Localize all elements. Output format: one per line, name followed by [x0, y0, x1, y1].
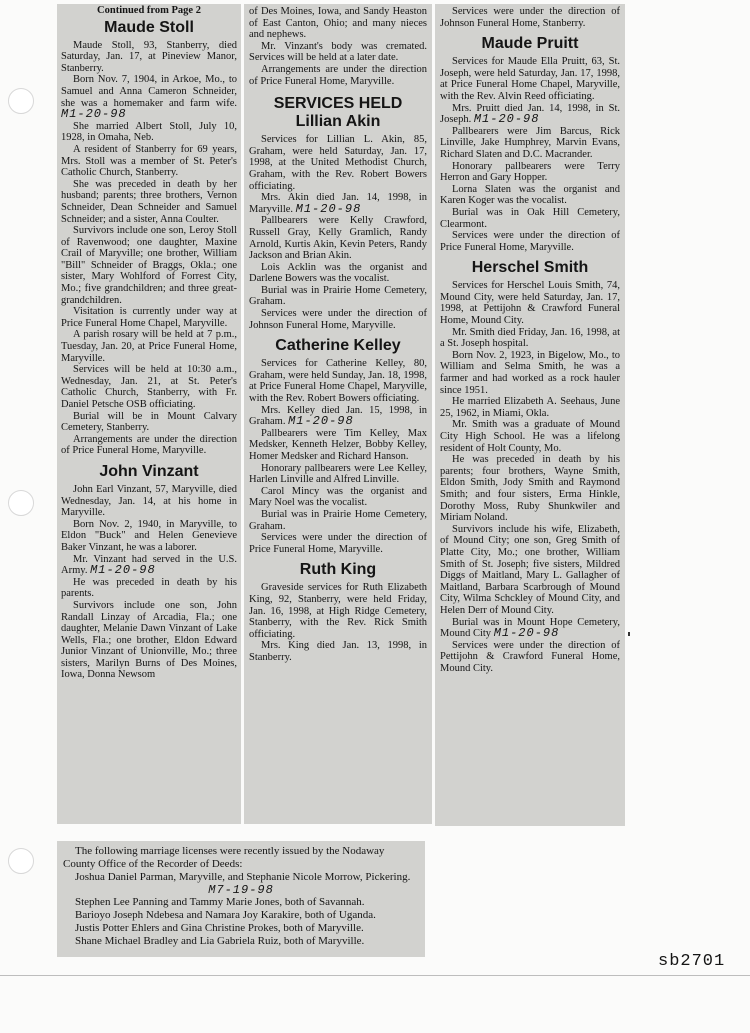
obituary-name: Catherine Kelley: [275, 337, 401, 355]
handwritten-date-note: M7-19-98: [208, 882, 274, 897]
marriage-entry: Shane Michael Bradley and Lia Gabriela Ruiz, both of Maryville.: [75, 935, 365, 948]
obituary-name: John Vinzant: [99, 462, 199, 480]
punch-hole: [8, 88, 34, 114]
marriage-intro: The following marriage licenses were recently issued by the Nodaway County Office of the Recorder of Deeds:: [63, 845, 385, 871]
marriage-entry: Barioyo Joseph Ndebesa and Namara Joy Karakire, both of Uganda.: [75, 909, 376, 922]
obituary-name: Lillian Akin: [295, 113, 381, 131]
obituary-name: Ruth King: [299, 561, 377, 579]
handwritten-date-note: M1-20-98: [295, 201, 362, 216]
section-heading: SERVICES HELD: [273, 95, 403, 113]
obituary-column-3: Services were under the direction of Johnson Funeral Home, Stanberry. Maude Pruitt Services for Maude Ella Pruitt, 63, St. Joseph, were held Saturday, Jan. 17, 1998, at Price Funeral Home Chapel, Maryville, with the Rev. Alvin Reed officiating. Mrs. Pruitt died Jan. 14, 1998, in St. Joseph. M1-20-98 Pallbearers were Jim Barcus, Rick Linville, Jake Humphrey, Marvin Evans, Richard Slaten and D.C. Macrander. Honorary pallbearers were Terry Herron and Gary Hopper. Lorna Slaten was the organist and Karen Koger was the vocalist. Burial was in Oak Hill Cemetery, Clearmont. Services were under the direction of Price Funeral Home, Maryville. Herschel Smith Services for Herschel Louis Smith, 74, Mound City, were held Saturday, Jan. 17, 1998, at Pettijohn & Crawford Funeral Home, Mound City. Mr. Smith died Friday, Jan. 16, 1998, at a St. Joseph hospital. Born Nov. 2, 1923, in Bigelow, Mo., to William and Selma Smith, he was a farmer and had worked as a rock hauler since 1951. He married Elizabeth A. Seehaus, June 25, 1962, in Miami, Okla. Mr. Smith was a graduate of Mound City High School. He was a lifelong resident of Holt County, Mo. He was preceded in death by his parents; four brothers, Wayne Smith, Eldon Smith, Jody Smith and Raymond Smith; and four sisters, Erma Hinkle, Dorothy Moss, Ruby Shunkwiler and Miriam Noland. Survivors include his wife, Elizabeth, of Mound City; one son, Greg Smith of Platte City, Mo.; one brother, William Smith of St. Joseph; five sisters, Mildred Diggs of Maitland, Mary L. Gallagher of Maitland, Barbara Scarbrough of Mound City, Wilma Schckley of Mound City, and Helen Derr of Mound City. Burial was in Mount Hope Cemetery, Mound City M1-20-98 Services were under the direction of Pettijohn & Crawford Funeral Home, Mound City.: [435, 4, 625, 826]
obituary-name: Herschel Smith: [471, 259, 589, 277]
archive-id-stamp: sb2701: [658, 952, 726, 971]
page-edge: [0, 975, 750, 976]
obituary-column-2: of Des Moines, Iowa, and Sandy Heaston of East Canton, Ohio; and many nieces and nephews. Mr. Vinzant's body was cremated. Services will be held at a later date. Arrangements are under the direction of Price Funeral Home, Maryville. SERVICES HELD Lillian Akin Services for Lillian L. Akin, 85, Graham, were held Saturday, Jan. 17, 1998, at the United Methodist Church, Graham, with the Rev. Robert Bowers officiating. Mrs. Akin died Jan. 14, 1998, in Maryville. M1-20-98 Pallbearers were Kelly Crawford, Russell Gray, Kelly Gramlich, Randy Arnold, Kurtis Akin, Kevin Peters, Randy Jackson and Brian Akin. Lois Acklin was the organist and Darlene Bowers was the vocalist. Burial was in Prairie Home Cemetery, Graham. Services were under the direction of Johnson Funeral Home, Maryville. Catherine Kelley Services for Catherine Kelley, 80, Graham, were held Sunday, Jan. 18, 1998, at Price Funeral Home Chapel, Maryville, with the Rev. Robert Bowers officiating. Mrs. Kelley died Jan. 15, 1998, in Graham. M1-20-98 Pallbearers were Tim Kelley, Max Medsker, Kenneth Helzer, Bobby Kelley, Homer Medsker and Richard Hanson. Honorary pallbearers were Lee Kelley, Harlen Linville and Alfred Linville. Carol Mincy was the organist and Mary Noel was the vocalist. Burial was in Prairie Home Cemetery, Graham. Services were under the direction of Price Funeral Home, Maryville. Ruth King Graveside services for Ruth Elizabeth King, 92, Stanberry, were held Friday, Jan. 16, 1998, at High Ridge Cemetery, Stanberry, with the Rev. Rick Smith officiating. Mrs. King died Jan. 13, 1998, in Stanberry.: [244, 4, 432, 824]
punch-hole: [8, 490, 34, 516]
obituary-column-1: Continued from Page 2 Maude Stoll Maude Stoll, 93, Stanberry, died Saturday, Jan. 17, at Pineview Manor, Stanberry. Born Nov. 7, 1904, in Arkoe, Mo., to Samuel and Anna Cameron Schneider, she was a homemaker and farm wife. M1-20-98 She married Albert Stoll, July 10, 1928, in Omaha, Neb. A resident of Stanberry for 69 years, Mrs. Stoll was a member of St. Peter's Catholic Church, Stanberry. She was preceded in death by her husband; parents; three brothers, Vernon Schneider, Dean Schneider and Samuel Schneider; and a sister, Anna Coulter. Survivors include one son, Leroy Stoll of Ravenwood; one daughter, Maxine Crail of Maryville; one brother, William "Bill" Schneider of Braggs, Okla.; one sister, Mary Wohlford of Forrest City, Mo.; five grandchildren; and three great-grandchildren. Visitation is currently under way at Price Funeral Home Chapel, Maryville. A parish rosary will be held at 7 p.m., Tuesday, Jan. 20, at Price Funeral Home, Maryville. Services will be held at 10:30 a.m., Wednesday, Jan. 21, at St. Peter's Catholic Church, Stanberry, with Fr. Daniel Petsche OSB officiating. Burial will be in Mount Calvary Cemetery, Stanberry. Arrangements are under the direction of Price Funeral Home, Maryville. John Vinzant John Earl Vinzant, 57, Maryville, died Wednesday, Jan. 14, at his home in Maryville. Born Nov. 2, 1940, in Maryville, to Eldon "Buck" and Helen Genevieve Baker Vinzant, he was a laborer. Mr. Vinzant had served in the U.S. Army. M1-20-98 He was preceded in death by his parents. Survivors include one son, John Randall Linzay of Arcadia, Fla.; one daughter, Melanie Dawn Vinzant of Lake Wells, Fla.; one brother, Eldon Edward Junior Vinzant of Unionville, Mo.; three sisters, Marilyn Burns of Des Moines, Iowa, Donna Newsom: [57, 4, 241, 824]
ink-mark: [628, 632, 630, 636]
obituary-name: Maude Stoll: [104, 18, 194, 36]
punch-hole: [8, 848, 34, 874]
marriage-entry: Stephen Lee Panning and Tammy Marie Jones, both of Savannah.: [75, 895, 365, 908]
handwritten-date-note: M1-20-98: [288, 414, 354, 429]
handwritten-date-note: M1-20-98: [61, 107, 127, 122]
marriage-entry: Justis Potter Ehlers and Gina Christine Prokes, both of Maryville.: [75, 922, 364, 935]
obituary-name: Maude Pruitt: [481, 35, 579, 53]
handwritten-date-note: M1-20-98: [90, 563, 156, 578]
handwritten-date-note: M1-20-98: [473, 112, 540, 127]
handwritten-date-note: M1-20-98: [493, 626, 560, 641]
marriage-licenses-clipping: [57, 841, 425, 957]
marriage-entry: Joshua Daniel Parman, Maryville, and Stephanie Nicole Morrow, Pickering.: [75, 871, 411, 884]
continued-label: Continued from Page 2: [97, 5, 201, 16]
